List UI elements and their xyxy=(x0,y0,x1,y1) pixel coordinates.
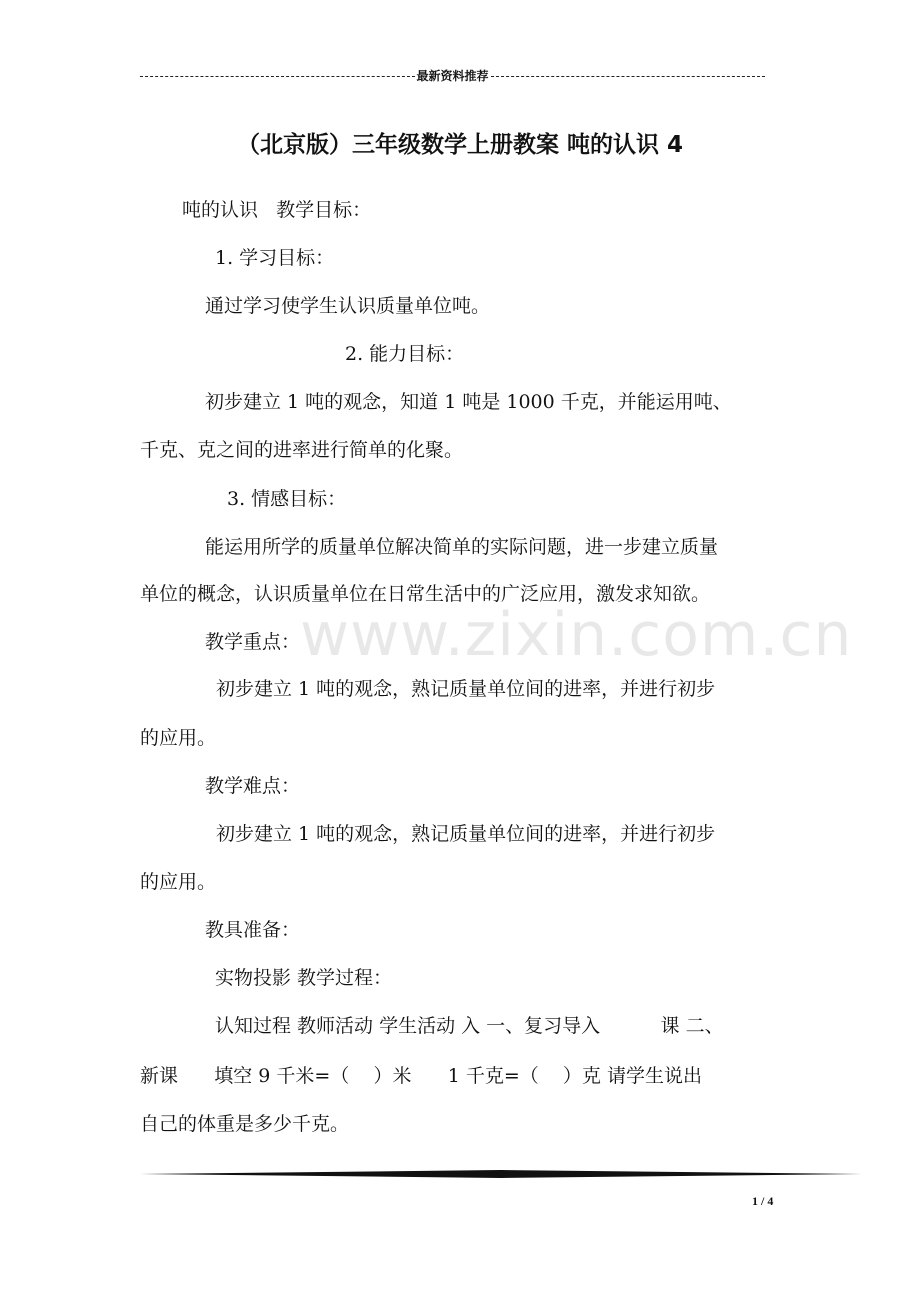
page-header xyxy=(140,66,765,86)
document-title: （北京版）三年级数学上册教案 吨的认识 4 xyxy=(236,132,684,158)
text-line: 初步建立 1 吨的观念，知道 1 吨是 1000 千克，并能运用吨、 xyxy=(205,391,732,413)
text-line: 2. 能力目标： xyxy=(345,343,465,365)
text-line: 初步建立 1 吨的观念，熟记质量单位间的进率，并进行初步 xyxy=(216,678,716,700)
text-line: 教具准备： xyxy=(205,919,301,941)
header-dash-right xyxy=(491,76,766,77)
text-line: 3. 情感目标： xyxy=(227,488,347,510)
text-line: 教学难点： xyxy=(205,775,301,797)
text-line: 单位的概念，认识质量单位在日常生活中的广泛应用，激发求知欲。 xyxy=(140,583,711,605)
footer-rule xyxy=(140,1170,862,1178)
text-line: 实物投影 教学过程： xyxy=(215,967,393,989)
text-line: 千克、克之间的进率进行简单的化聚。 xyxy=(140,439,464,461)
header-label: 最新资料推荐 xyxy=(416,69,489,83)
text-line: 通过学习使学生认识质量单位吨。 xyxy=(205,295,491,317)
text-line: 教学重点： xyxy=(205,631,301,653)
text-line: 认知过程 教师活动 学生活动 入 一、复习导入 课 二、 xyxy=(215,1015,724,1037)
text-line: 的应用。 xyxy=(140,871,217,893)
text-line: 新课 填空 9 千米=（ ）米 1 千克=（ ）克 请学生说出 xyxy=(140,1065,702,1087)
watermark: www.zixin.com.cn xyxy=(300,600,853,670)
text-line: 自己的体重是多少千克。 xyxy=(140,1113,350,1135)
page-number: 1 / 4 xyxy=(752,1194,774,1208)
text-line: 能运用所学的质量单位解决简单的实际问题，进一步建立质量 xyxy=(205,536,719,558)
text-line: 的应用。 xyxy=(140,727,217,749)
text-line: 初步建立 1 吨的观念，熟记质量单位间的进率，并进行初步 xyxy=(216,823,716,845)
text-line: 1. 学习目标： xyxy=(215,247,335,269)
header-dash-left xyxy=(140,76,415,77)
text-line: 吨的认识 教学目标： xyxy=(182,199,372,221)
